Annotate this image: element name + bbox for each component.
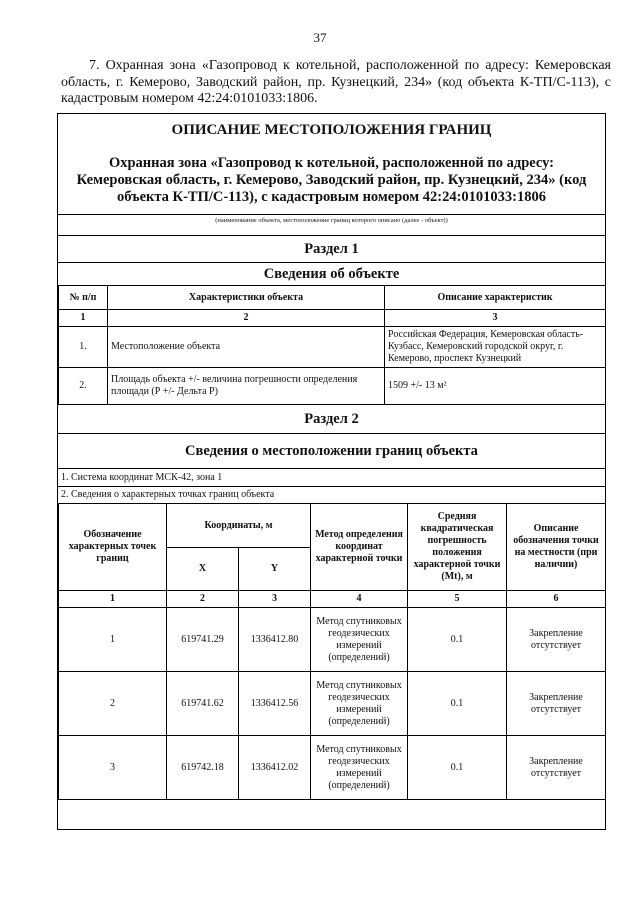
accuracy-mt: 0.1 xyxy=(408,672,507,736)
coordinate-x: 619741.62 xyxy=(167,672,239,736)
table-row xyxy=(59,368,606,405)
section-2-title: Раздел 2 xyxy=(58,404,605,434)
section-1-subtitle: Сведения об объекте xyxy=(58,263,605,286)
column-number: 3 xyxy=(239,591,311,608)
intro-paragraph: 7. Охранная зона «Газопровод к котельной, расположенной по адресу: Кемеровская область, г. Кемерово, Заводский район, пр. Кузнецкий, 234» (код объекта К-ТП/С-113), с кадастровым номером 42:24:0101033:1806. xyxy=(61,58,611,106)
column-header: Описание обозначения точки на местности (при наличии) xyxy=(507,504,606,591)
accuracy-mt: 0.1 xyxy=(408,608,507,672)
determination-method: Метод спутниковых геодезических измерений (определений) xyxy=(311,672,408,736)
section-2-subtitle: Сведения о местоположении границ объекта xyxy=(58,434,605,469)
accuracy-mt: 0.1 xyxy=(408,736,507,800)
marking-description: Закрепление отсутствует xyxy=(507,672,606,736)
column-number: 6 xyxy=(507,591,606,608)
section-1-title: Раздел 1 xyxy=(58,236,605,263)
object-name-line-1: Охранная зона «Газопровод к котельной, расположенной по адресу: xyxy=(108,155,555,171)
table-row xyxy=(59,608,606,672)
point-designation: 3 xyxy=(59,736,167,800)
coordinate-system: 1. Система координат МСК-42, зона 1 xyxy=(58,469,605,487)
determination-method: Метод спутниковых геодезических измерений (определений) xyxy=(311,608,408,672)
determination-method: Метод спутниковых геодезических измерений (определений) xyxy=(311,736,408,800)
boundary-points-table xyxy=(58,503,606,800)
column-header: Y xyxy=(239,548,311,591)
marking-description: Закрепление отсутствует xyxy=(507,736,606,800)
column-header: Описание характеристик xyxy=(385,286,606,310)
characteristic-value: 1509 +/- 13 м² xyxy=(385,368,606,405)
coordinate-y: 1336412.80 xyxy=(239,608,311,672)
column-header: Характеристики объекта xyxy=(108,286,385,310)
column-number: 1 xyxy=(59,591,167,608)
point-designation: 2 xyxy=(59,672,167,736)
table-row xyxy=(59,736,606,800)
points-caption: 2. Сведения о характерных точках границ объекта xyxy=(61,489,275,500)
row-number: 2. xyxy=(59,368,108,405)
column-number: 3 xyxy=(385,310,606,327)
coordinate-x: 619741.29 xyxy=(167,608,239,672)
row-number: 1. xyxy=(59,327,108,368)
object-info-table xyxy=(58,285,606,405)
column-number: 2 xyxy=(167,591,239,608)
column-header: Средняя квадратическая погрешность положения характерной точки (Mt), м xyxy=(408,504,507,591)
column-header: № п/п xyxy=(59,286,108,310)
column-number-row xyxy=(59,310,606,327)
object-name-line-3: объекта К-ТП/С-113), с кадастровым номером 42:24:0101033:1806 xyxy=(117,189,546,205)
column-header: Метод определения координат характерной точки xyxy=(311,504,408,591)
characteristic-name: Местоположение объекта xyxy=(108,327,385,368)
coordinate-x: 619742.18 xyxy=(167,736,239,800)
column-header: Обозначение характерных точек границ xyxy=(59,504,167,591)
point-designation: 1 xyxy=(59,608,167,672)
characteristic-value: Российская Федерация, Кемеровская область-Кузбасс, Кемеровский городской округ, г. Кемерово, проспект Кузнецкий xyxy=(385,327,606,368)
object-caption: (наименование объекта, местоположение границ которого описано (далее - объект)) xyxy=(58,215,605,236)
column-number: 1 xyxy=(59,310,108,327)
object-name-line-2: Кемеровская область, г. Кемерово, Заводский район, пр. Кузнецкий, 234» (код xyxy=(76,172,587,188)
form-header xyxy=(58,114,605,215)
table-row xyxy=(59,327,606,368)
column-number: 5 xyxy=(408,591,507,608)
table-header-row xyxy=(59,286,606,310)
marking-description: Закрепление отсутствует xyxy=(507,608,606,672)
form-title: ОПИСАНИЕ МЕСТОПОЛОЖЕНИЯ ГРАНИЦ xyxy=(171,122,492,138)
boundary-description-form xyxy=(57,113,606,830)
column-header: X xyxy=(167,548,239,591)
table-row xyxy=(59,672,606,736)
column-number: 4 xyxy=(311,591,408,608)
coordinate-y: 1336412.56 xyxy=(239,672,311,736)
table-header-row xyxy=(59,504,606,548)
column-number-row xyxy=(59,591,606,608)
characteristic-name: Площадь объекта +/- величина погрешности определения площади (Р +/- Дельта Р) xyxy=(108,368,385,405)
column-number: 2 xyxy=(108,310,385,327)
page-number: 37 xyxy=(313,30,327,45)
coordinate-y: 1336412.02 xyxy=(239,736,311,800)
column-header: Координаты, м xyxy=(167,504,311,548)
